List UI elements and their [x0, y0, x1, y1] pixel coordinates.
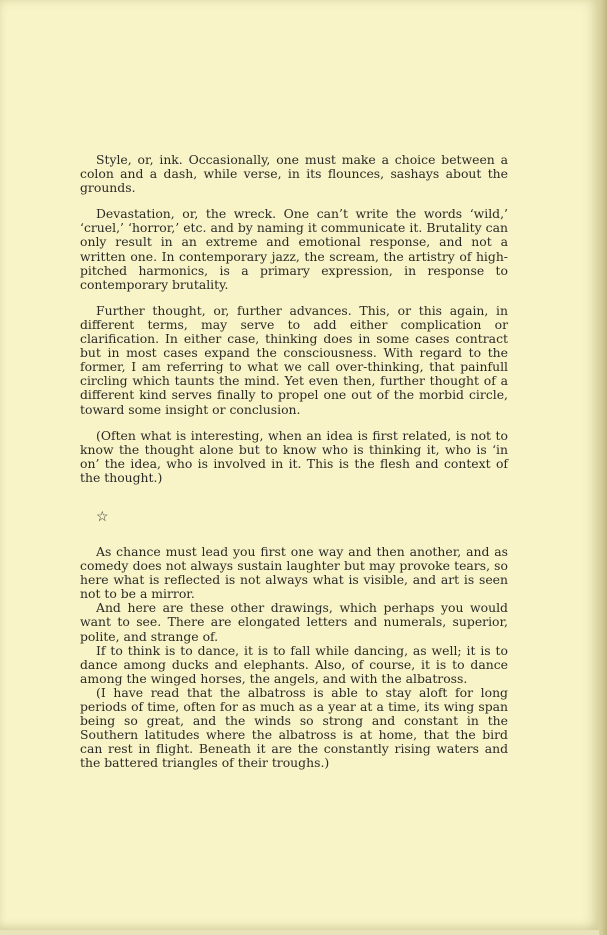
paragraph-drawings: And here are these other drawings, which perhaps you would want to see. There are elongated letters and numerals, superior, polite, and strange of. — [80, 600, 508, 644]
paragraph-style: Style, or, ink. Occasionally, one must make a choice between a colon and a dash, while verse, in its flounces, sashays about the grounds. — [80, 152, 508, 196]
paragraph-further-thought: Further thought, or, further advances. This, or this again, in different terms, may serve to add either complication or clarification. In either case, thinking does in some cases contract but in most cases expand the consciousness. With regard to the former, I am referring to what we call over-thinking, that painfull circling which taunts the mind. Yet even then, further thought of a different kind serves finally to propel one out of the morbid circle, toward some insight or conclusion. — [80, 302, 508, 417]
book-spine-edge — [599, 0, 607, 935]
paragraph-dance: If to think is to dance, it is to fall while dancing, as well; it is to dance among ducks and elephants. Also, of course, it is to dance among the winged horses, the angels, and with the albatross. — [80, 642, 508, 686]
paragraph-devastation: Devastation, or, the wreck. One can’t write the words ‘wild,’ ‘cruel,’ ‘horror,’ etc. and by naming it communicate it. Brutality can only result in an extreme and emotional response, and not a written one. In contemporary jazz, the scream, the artistry of high-pitched harmonics, is a primary expression, in response to contemporary brutality. — [80, 206, 508, 292]
star-divider-icon: ☆ — [96, 508, 109, 525]
paragraph-parenthetical: (Often what is interesting, when an idea is first related, is not to know the thought alone but to know who is thinking it, who is ‘in on’ the idea, who is involved in it. This is the flesh and context of the thought.) — [80, 427, 508, 485]
paragraph-albatross: (I have read that the albatross is able to stay aloft for long periods of time, often for as much as a year at a time, its wing span being so great, and the winds so strong and constant in the Southern latitudes where the albatross is at home, that the bird can rest in flight. Beneath it are the constantly rising waters and the battered triangles of their troughs.) — [80, 684, 508, 771]
page-body — [80, 153, 508, 770]
paragraph-chance: As chance must lead you first one way and then another, and as comedy does not always sustain laughter but may provoke tears, so here what is reflected is not always what is visible, and art is seen not to be a mirror. — [80, 543, 508, 602]
